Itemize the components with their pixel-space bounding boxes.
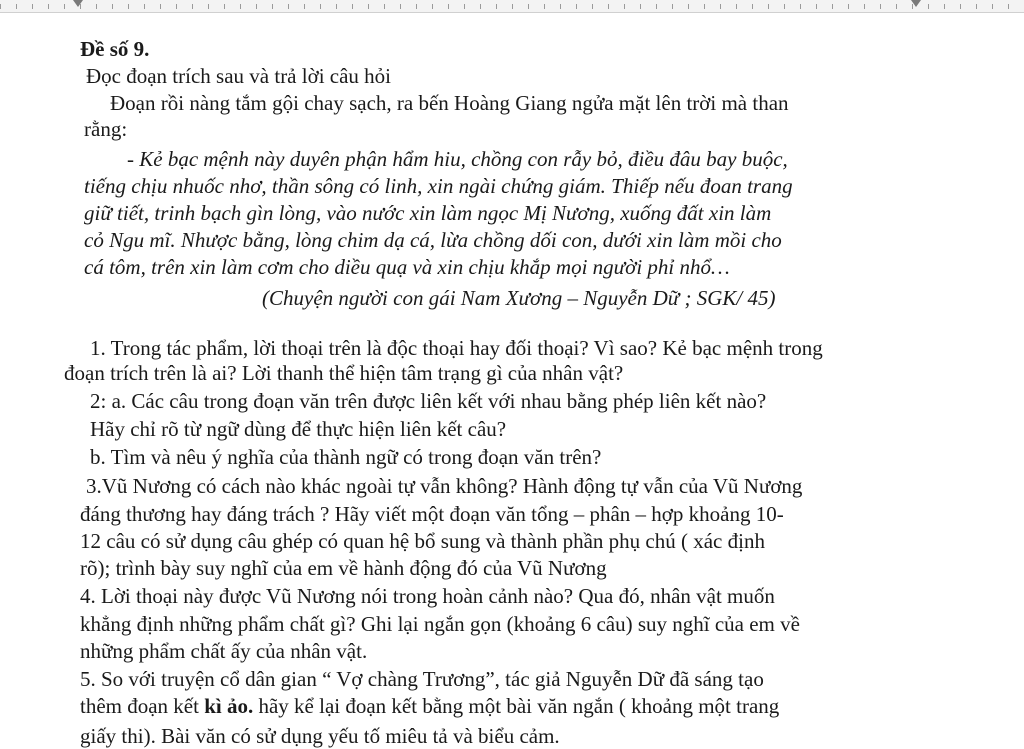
quote-line: giữ tiết, trinh bạch gìn lòng, vào nước xin làm ngọc Mị Nương, xuống đất xin làm	[84, 201, 772, 225]
question-text: thêm đoạn kết	[80, 694, 205, 718]
document-page	[0, 12, 1024, 748]
emphasis-text: kì ảo.	[204, 694, 254, 718]
question-line: 12 câu có sử dụng câu ghép có quan hệ bổ sung và thành phần phụ chú ( xác định	[80, 529, 765, 553]
question-line-last	[80, 693, 779, 719]
intro-line: rằng:	[84, 117, 128, 141]
question-line: b. Tìm và nêu ý nghĩa của thành ngữ có trong đoạn văn trên?	[90, 445, 602, 469]
quote-line: - Kẻ bạc mệnh này duyên phận hẩm hiu, chồng con rẫy bỏ, điều đâu bay buộc,	[127, 147, 788, 171]
question-line: 3.Vũ Nương có cách nào khác ngoài tự vẫn không? Hành động tự vẫn của Vũ Nương	[86, 474, 803, 498]
question-line: đáng thương hay đáng trách ? Hãy viết một đoạn văn tổng – phân – hợp khoảng 10-	[80, 502, 784, 526]
question-text: hãy kể lại đoạn kết bằng một bài văn ngắn ( khoảng một trang	[253, 694, 780, 718]
quote-source: (Chuyện người con gái Nam Xương – Nguyễn Dữ ; SGK/ 45)	[262, 286, 776, 310]
question-line: 1. Trong tác phẩm, lời thoại trên là độc thoại hay đối thoại? Vì sao? Kẻ bạc mệnh trong	[90, 336, 823, 360]
question-line: 5. So với truyện cổ dân gian “ Vợ chàng Trương”, tác giả Nguyễn Dữ đã sáng tạo	[80, 667, 764, 691]
question-line: đoạn trích trên là ai? Lời thanh thể hiện tâm trạng gì của nhân vật?	[64, 361, 624, 385]
question-line: 4. Lời thoại này được Vũ Nương nói trong hoàn cảnh nào? Qua đó, nhân vật muốn	[80, 584, 775, 608]
cut-off-line: giấy thi). Bài văn có sử dụng yếu tố miêu tả và biểu cảm.	[80, 724, 560, 748]
instruction-line: Đọc đoạn trích sau và trả lời câu hỏi	[86, 64, 392, 88]
indent-marker-icon[interactable]	[73, 0, 83, 7]
right-indent-marker-icon[interactable]	[911, 0, 921, 7]
quote-line: cỏ Ngu mĩ. Nhược bằng, lòng chim dạ cá, lừa chồng dối con, dưới xin làm mồi cho	[84, 228, 782, 252]
question-line: những phẩm chất ấy của nhân vật.	[80, 639, 368, 663]
question-line: Hãy chỉ rõ từ ngữ dùng để thực hiện liên kết câu?	[90, 417, 507, 441]
quote-line: cá tôm, trên xin làm cơm cho diều quạ và xin chịu khắp mọi người phỉ nhổ…	[84, 255, 730, 279]
question-line: 2: a. Các câu trong đoạn văn trên được liên kết với nhau bằng phép liên kết nào?	[90, 389, 767, 413]
intro-line: Đoạn rồi nàng tắm gội chay sạch, ra bến Hoàng Giang ngửa mặt lên trời mà than	[110, 91, 789, 115]
exam-heading: Đề số 9.	[80, 37, 150, 61]
question-line: khẳng định những phẩm chất gì? Ghi lại ngắn gọn (khoảng 6 câu) suy nghĩ của em về	[80, 612, 800, 636]
quote-line: tiếng chịu nhuốc nhơ, thần sông có linh, xin ngài chứng giám. Thiếp nếu đoan trang	[84, 174, 793, 198]
question-line: rõ); trình bày suy nghĩ của em về hành động đó của Vũ Nương	[80, 556, 607, 580]
